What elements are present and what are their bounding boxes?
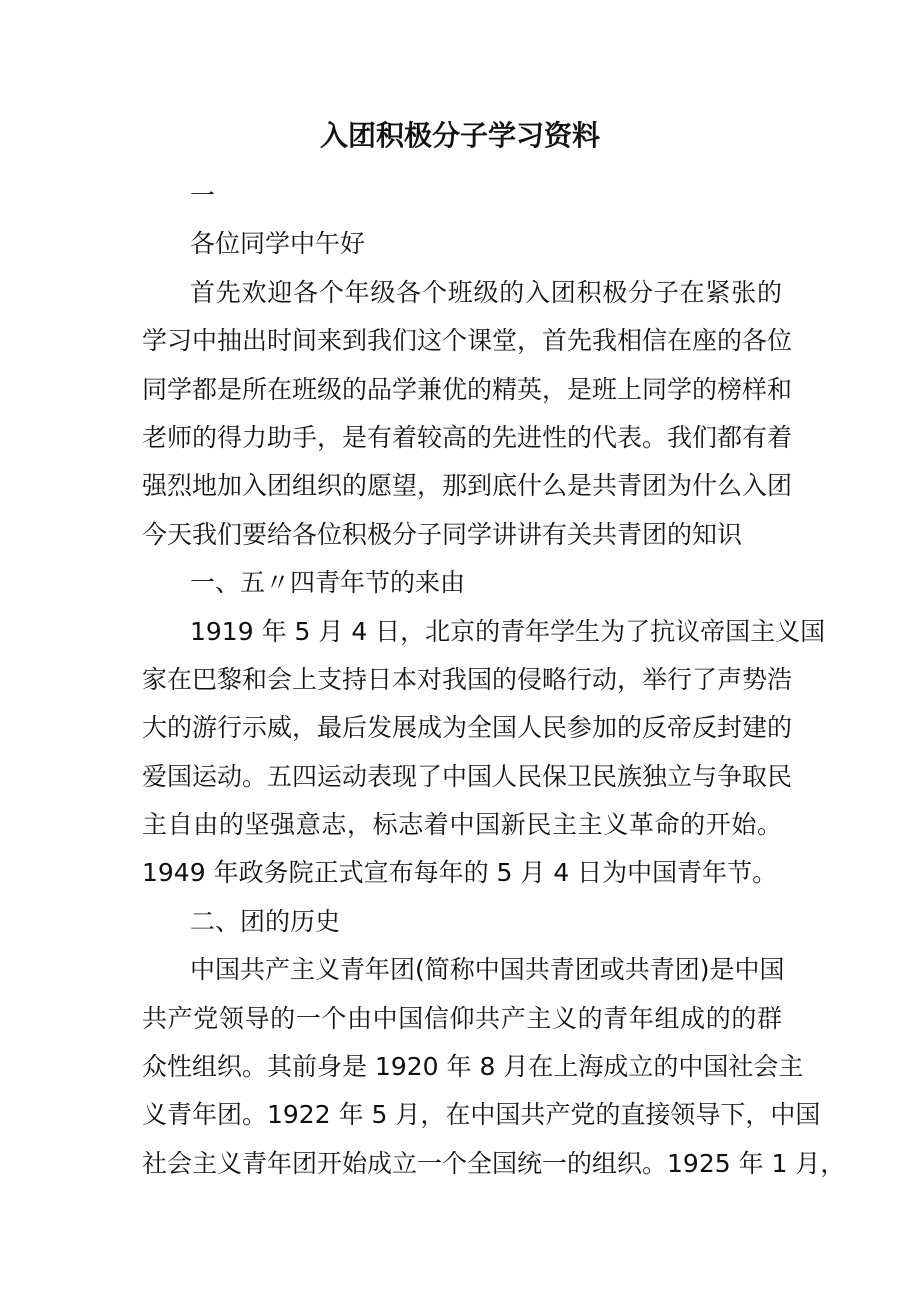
- paragraph-line: 社会主义青年团开始成立一个全国统一的组织。1925 年 1 月，: [142, 1148, 846, 1178]
- paragraph-line: 共产党领导的一个由中国信仰共产主义的青年组成的的群: [142, 1003, 782, 1033]
- section-heading: 二、团的历史: [190, 906, 341, 936]
- document-title: 入团积极分子学习资料: [319, 119, 600, 152]
- paragraph-line: 强烈地加入团组织的愿望，那到底什么是共青团为什么入团: [142, 471, 793, 501]
- paragraph-line: 中国共产主义青年团(简称中国共青团或共青团)是中国: [190, 955, 785, 985]
- paragraph-line: 首先欢迎各个年级各个班级的入团积极分子在紧张的: [190, 277, 782, 307]
- paragraph-line: 众性组织。其前身是 1920 年 8 月在上海成立的中国社会主: [142, 1052, 804, 1082]
- paragraph-line: 家在巴黎和会上支持日本对我国的侵略行动，举行了声势浩: [142, 664, 793, 694]
- paragraph-line: 1919 年 5 月 4 日，北京的青年学生为了抗议帝国主义国: [190, 616, 826, 646]
- paragraph-line: 学习中抽出时间来到我们这个课堂，首先我相信在座的各位: [142, 326, 793, 356]
- section-heading: 一、五〃四青年节的来由: [190, 568, 466, 598]
- paragraph-line: 义青年团。1922 年 5 月，在中国共产党的直接领导下，中国: [142, 1100, 821, 1130]
- paragraph-line: 大的游行示威，最后发展成为全国人民参加的反帝反封建的: [142, 713, 793, 743]
- section-number: 一: [190, 181, 216, 210]
- document-body: [142, 172, 846, 1188]
- paragraph-line: 老师的得力助手，是有着较高的先进性的代表。我们都有着: [142, 422, 793, 452]
- paragraph-line: 爱国运动。五四运动表现了中国人民保卫民族独立与争取民: [142, 761, 793, 791]
- paragraph-line: 同学都是所在班级的品学兼优的精英，是班上同学的榜样和: [142, 374, 793, 404]
- paragraph-line: 主自由的坚强意志，标志着中国新民主主义革命的开始。: [142, 810, 782, 840]
- greeting-line: 各位同学中午好: [190, 229, 366, 259]
- paragraph-line: 今天我们要给各位积极分子同学讲讲有关共青团的知识: [142, 519, 743, 549]
- paragraph-line: 1949 年政务院正式宣布每年的 5 月 4 日为中国青年节。: [142, 858, 778, 888]
